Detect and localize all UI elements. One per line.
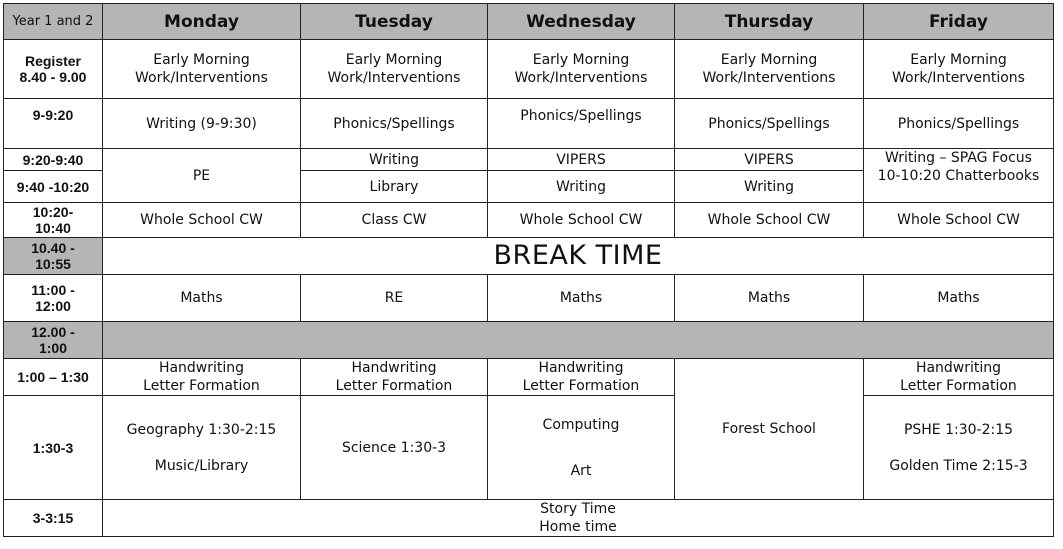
row-handwriting (4, 359, 1054, 396)
time-label: 11:00 - (31, 282, 75, 298)
time-label: 10:20- (32, 204, 74, 220)
cell-early-tuesday (301, 40, 488, 99)
cell-line: Music/Library (154, 457, 249, 474)
cell-wednesday-cw: Whole School CW (488, 203, 675, 238)
spacer (490, 434, 672, 462)
time-label: 12:00 (35, 298, 71, 314)
cell-friday-handwriting (864, 359, 1054, 396)
time-940-1020: 9:40 -10:20 (4, 171, 103, 203)
cell-tuesday-cw: Class CW (301, 203, 488, 238)
cell-early-monday (103, 40, 301, 99)
cell-line: Story Time (540, 501, 616, 517)
time-1-130: 1:00 – 1:30 (4, 359, 103, 396)
cell-line: Work/Interventions (892, 70, 1025, 86)
cell-line: Work/Interventions (135, 70, 268, 86)
timetable (3, 3, 1054, 537)
time-130-3: 1:30-3 (4, 396, 103, 500)
spacer (105, 439, 298, 457)
cell-line: PSHE 1:30-2:15 (903, 421, 1014, 438)
cell-monday-920: Writing (9-9:30) (103, 99, 301, 149)
lunch-bar (103, 322, 1054, 359)
time-break (4, 238, 103, 275)
cell-friday-afternoon (864, 396, 1054, 500)
cell-friday-maths: Maths (864, 275, 1054, 322)
register-row (4, 40, 1054, 99)
cell-early-thursday (675, 40, 864, 99)
cell-line: Handwriting (351, 360, 437, 376)
lunch-row (4, 322, 1054, 359)
cell-wednesday-afternoon (488, 396, 675, 500)
time-11-12 (4, 275, 103, 322)
time-1020-1040 (4, 203, 103, 238)
row-afternoon (4, 396, 1054, 500)
cell-line: Letter Formation (143, 378, 260, 394)
cell-tuesday-science: Science 1:30-3 (301, 396, 488, 500)
cell-line: Work/Interventions (702, 70, 836, 86)
time-lunch (4, 322, 103, 359)
cell-wednesday-writing: Writing (488, 171, 675, 203)
cell-line: Work/Interventions (327, 70, 461, 86)
cell-monday-cw: Whole School CW (103, 203, 301, 238)
day-header-monday: Monday (103, 4, 301, 40)
cell-thursday-writing: Writing (675, 171, 864, 203)
cell-line: 10-10:20 Chatterbooks (877, 168, 1040, 184)
cell-friday-cw: Whole School CW (864, 203, 1054, 238)
cell-wednesday-920: Phonics/Spellings (488, 99, 675, 149)
time-920-940: 9:20-9:40 (4, 149, 103, 171)
time-3-315: 3-3:15 (4, 500, 103, 537)
cell-line: Work/Interventions (514, 70, 648, 86)
row-1020-1040 (4, 203, 1054, 238)
cell-line: Early Morning (910, 52, 1007, 68)
cell-tuesday-writing: Writing (301, 149, 488, 171)
cell-line: Geography 1:30-2:15 (126, 421, 277, 438)
time-9-920: 9-9:20 (4, 99, 103, 149)
cell-friday-writing (864, 149, 1054, 203)
day-header-thursday: Thursday (675, 4, 864, 40)
time-label: 10:40 (35, 220, 71, 236)
cell-tuesday-re: RE (301, 275, 488, 322)
cell-line: Home time (539, 519, 617, 535)
cell-line: Golden Time 2:15-3 (889, 457, 1028, 474)
cell-tuesday-library: Library (301, 171, 488, 203)
cell-line: Writing – SPAG Focus (885, 150, 1032, 166)
cell-monday-handwriting (103, 359, 301, 396)
row-9-920 (4, 99, 1054, 149)
cell-thursday-maths: Maths (675, 275, 864, 322)
day-header-tuesday: Tuesday (301, 4, 488, 40)
year-group-header: Year 1 and 2 (4, 4, 103, 40)
cell-wednesday-maths: Maths (488, 275, 675, 322)
cell-line: Computing (542, 416, 620, 433)
cell-monday-pe: PE (103, 149, 301, 203)
cell-line: Art (570, 462, 592, 479)
time-label: 1:00 (38, 340, 68, 356)
time-label: 8.40 - 9.00 (19, 69, 87, 85)
cell-line: Letter Formation (522, 378, 640, 394)
cell-friday-920: Phonics/Spellings (864, 99, 1054, 149)
cell-early-wednesday (488, 40, 675, 99)
day-header-wednesday: Wednesday (488, 4, 675, 40)
time-register (4, 40, 103, 99)
row-920-940 (4, 149, 1054, 171)
cell-early-friday (864, 40, 1054, 99)
spacer (866, 439, 1051, 457)
break-row (4, 238, 1054, 275)
cell-line: Handwriting (158, 360, 245, 376)
cell-line: Early Morning (532, 52, 630, 68)
time-label: Register (24, 53, 82, 69)
cell-line: Handwriting (538, 360, 624, 376)
cell-thursday-920: Phonics/Spellings (675, 99, 864, 149)
cell-monday-afternoon (103, 396, 301, 500)
cell-line: Early Morning (345, 52, 443, 68)
time-label: 10.40 - (31, 240, 75, 256)
cell-line: Letter Formation (900, 378, 1017, 394)
time-label: 12.00 - (31, 324, 75, 340)
cell-line: Early Morning (720, 52, 818, 68)
row-end-of-day (4, 500, 1054, 537)
row-maths (4, 275, 1054, 322)
cell-wednesday-vipers: VIPERS (488, 149, 675, 171)
header-row (4, 4, 1054, 40)
break-time-banner: BREAK TIME (103, 238, 1054, 275)
cell-thursday-forest-school: Forest School (675, 359, 864, 500)
cell-thursday-vipers: VIPERS (675, 149, 864, 171)
cell-thursday-cw: Whole School CW (675, 203, 864, 238)
cell-line: Early Morning (153, 52, 250, 68)
cell-tuesday-920: Phonics/Spellings (301, 99, 488, 149)
cell-line: Handwriting (915, 360, 1002, 376)
cell-wednesday-handwriting (488, 359, 675, 396)
time-label: 10:55 (35, 256, 71, 272)
cell-story-home-time (103, 500, 1054, 537)
cell-line: Letter Formation (335, 378, 453, 394)
day-header-friday: Friday (864, 4, 1054, 40)
cell-monday-maths: Maths (103, 275, 301, 322)
cell-tuesday-handwriting (301, 359, 488, 396)
